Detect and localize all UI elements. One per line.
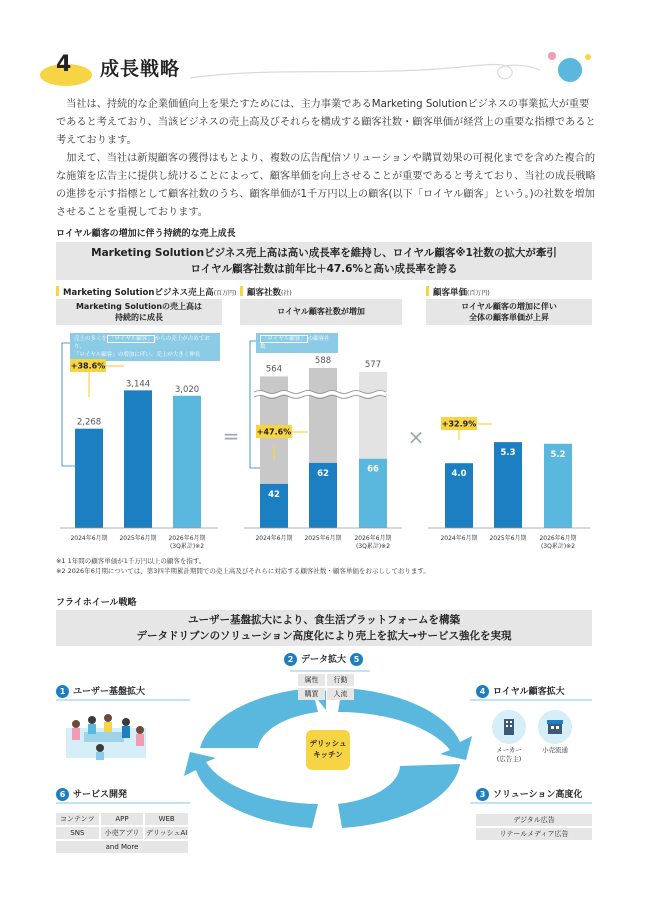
tag: SNS — [56, 827, 99, 839]
category-label: 2026年6月期 — [539, 535, 577, 542]
growth-badge-label: +32.9% — [441, 419, 477, 429]
equals-operator: = — [222, 424, 240, 448]
section-title: 成長戦略 — [100, 58, 181, 80]
flywheel-banner-line-2: データドリブンのソリューション高度化により売上を拡大→サービス強化を実現 — [136, 630, 512, 642]
customers-panel-subtitle: ロイヤル顧客社数が増加 — [240, 299, 402, 325]
category-label: 2024年6月期 — [255, 535, 293, 542]
category-label: (3Q累計)※2 — [540, 543, 576, 550]
manufacturer-label: メーカー (広告主) — [496, 746, 522, 763]
retail-label: 小売流通 — [542, 746, 568, 754]
customers-total-label: 577 — [364, 359, 382, 370]
sales-value-label: 3,020 — [174, 384, 200, 395]
tag: WEB — [145, 813, 188, 825]
flywheel-heading: フライホイール戦略 — [56, 598, 137, 608]
number-badge: 2 — [284, 653, 297, 666]
number-badge: 6 — [56, 788, 69, 801]
footnote-1: ※1 1年間の顧客単価が1千万円以上の顧客を指す。 — [56, 557, 206, 565]
category-label: 2025年6月期 — [489, 535, 527, 542]
number-badge: 5 — [350, 653, 363, 666]
ring-segment-bottom-left — [184, 752, 318, 828]
paragraph-2: 加えて、当社は新規顧客の獲得はもとより、複数の広告配信ソリューションや購買効果の可視化までを含めた複合的な施策を広告主に提供し続けることによって、顧客単価を向上させることが重要であると考えており、当社の成長戦略の進捗を示す指標として顧客社数のうち、顧客単価が1千万円以上の顧客(以下「ロイヤル顧客」という。)の社数を増加させることを重視しております。 — [56, 153, 596, 218]
unit-price-panel-subtitle: ロイヤル顧客の増加に伴い 全体の顧客単価が上昇 — [426, 299, 592, 325]
number-badge: 3 — [476, 788, 489, 801]
tag: 購買 — [298, 688, 325, 700]
category-label: 2024年6月期 — [440, 535, 478, 542]
category-label: 2026年6月期 — [354, 535, 392, 542]
category-label: 2025年6月期 — [119, 535, 157, 542]
customers-royal-label: 62 — [317, 468, 329, 479]
tag: APP — [101, 813, 144, 825]
factory-icon — [492, 710, 526, 744]
tag: リテールメディア広告 — [476, 828, 592, 840]
times-operator: × — [407, 425, 425, 449]
customers-note-box: 「ロイヤル顧客」 の顧客社数 — [256, 333, 338, 353]
category-label: (3Q累計)※2 — [169, 543, 205, 550]
tag: and More — [56, 841, 188, 853]
sales-panel-label: Marketing Solutionビジネス売上高(百万円) — [56, 286, 236, 298]
category-label: (3Q累計)※2 — [355, 543, 391, 550]
flywheel-item-royal: 4 ロイヤル顧客拡大 — [476, 684, 565, 698]
customers-panel-label: 顧客社数(社) — [240, 286, 292, 298]
flywheel-item-data: 2 データ拡大 5 — [284, 652, 367, 666]
paragraph-1: 当社は、持続的な企業価値向上を果たすためには、主力事業であるMarketing Solutionビジネスの事業拡大が重要であると考えており、当該ビジネスの売上高及びそれらを構成する顧客社数・顧客単価が経営上の重要な指標であると考えております。 — [56, 99, 596, 146]
category-label: 2025年6月期 — [304, 535, 342, 542]
tag: 小売アプリ — [101, 827, 144, 839]
customers-royal-label: 42 — [268, 489, 280, 500]
solution-tags — [476, 814, 592, 840]
tag: 属性 — [298, 674, 325, 686]
unit-price-value-label: 5.3 — [500, 448, 516, 459]
royal-banner-line-2: ロイヤル顧客社数は前年比＋47.6%と高い成長率を誇る — [190, 263, 458, 275]
delish-kitchen-logo: デリッシュ キッチン — [306, 730, 350, 770]
data-tags — [298, 674, 354, 700]
tag: コンテンツ — [56, 813, 99, 825]
customers-total-label: 588 — [314, 356, 332, 366]
tag: デリッシュAI — [145, 829, 188, 837]
flywheel-item-user: 1 ユーザー基盤拡大 — [56, 684, 145, 698]
tag: 人流 — [327, 688, 354, 700]
service-tags — [56, 813, 188, 853]
footnote-2: ※2 2026年6月期については、第3四半期累計期間での売上高及びそれらに対応する顧客社数・顧客単価をお示ししております。 — [56, 567, 430, 575]
customers-total-label: 564 — [265, 364, 283, 375]
sales-value-label: 3,144 — [125, 379, 151, 390]
unit-price-value-label: 4.0 — [451, 469, 467, 480]
customers-royal-label: 66 — [367, 464, 379, 475]
category-label: 2024年6月期 — [70, 535, 108, 542]
number-badge: 4 — [476, 685, 489, 698]
number-badge: 1 — [56, 685, 69, 698]
sales-panel-subtitle: Marketing Solutionの売上高は 持続的に成長 — [56, 299, 222, 325]
sales-value-label: 2,268 — [76, 417, 102, 428]
tag: 行動 — [327, 674, 354, 686]
flywheel-item-solution: 3 ソリューション高度化 — [476, 787, 582, 801]
flywheel-item-service: 6 サービス開発 — [56, 787, 127, 801]
tag: デジタル広告 — [476, 814, 592, 826]
users-illustration — [56, 708, 156, 764]
ring-segment-top-right — [338, 688, 472, 760]
flywheel-banner-line-1: ユーザー基盤拡大により、食生活プラットフォームを構築 — [188, 614, 460, 626]
section-number: 4 — [56, 52, 72, 77]
unit-price-panel-label: 顧客単価(百万円) — [426, 286, 490, 298]
unit-price-value-label: 5.2 — [550, 449, 566, 460]
growth-badge-label: +38.6% — [70, 361, 106, 371]
store-icon — [538, 710, 572, 744]
sales-note-box: 売上の多くを 「ロイヤル顧客」 からの売上が占めており、 「ロイヤル顧客」の増加に伴い、売上が大きく伸長 — [70, 333, 220, 361]
growth-badge-label: +47.6% — [256, 427, 292, 437]
category-label: 2026年6月期 — [168, 535, 206, 542]
royal-section-heading: ロイヤル顧客の増加に伴う持続的な売上成長 — [56, 229, 236, 239]
ring-segment-bottom-right — [338, 764, 460, 828]
royal-banner-line-1: Marketing Solutionビジネス売上高は高い成長率を維持し、ロイヤル顧客※1社数の拡大が牽引 — [91, 247, 557, 259]
